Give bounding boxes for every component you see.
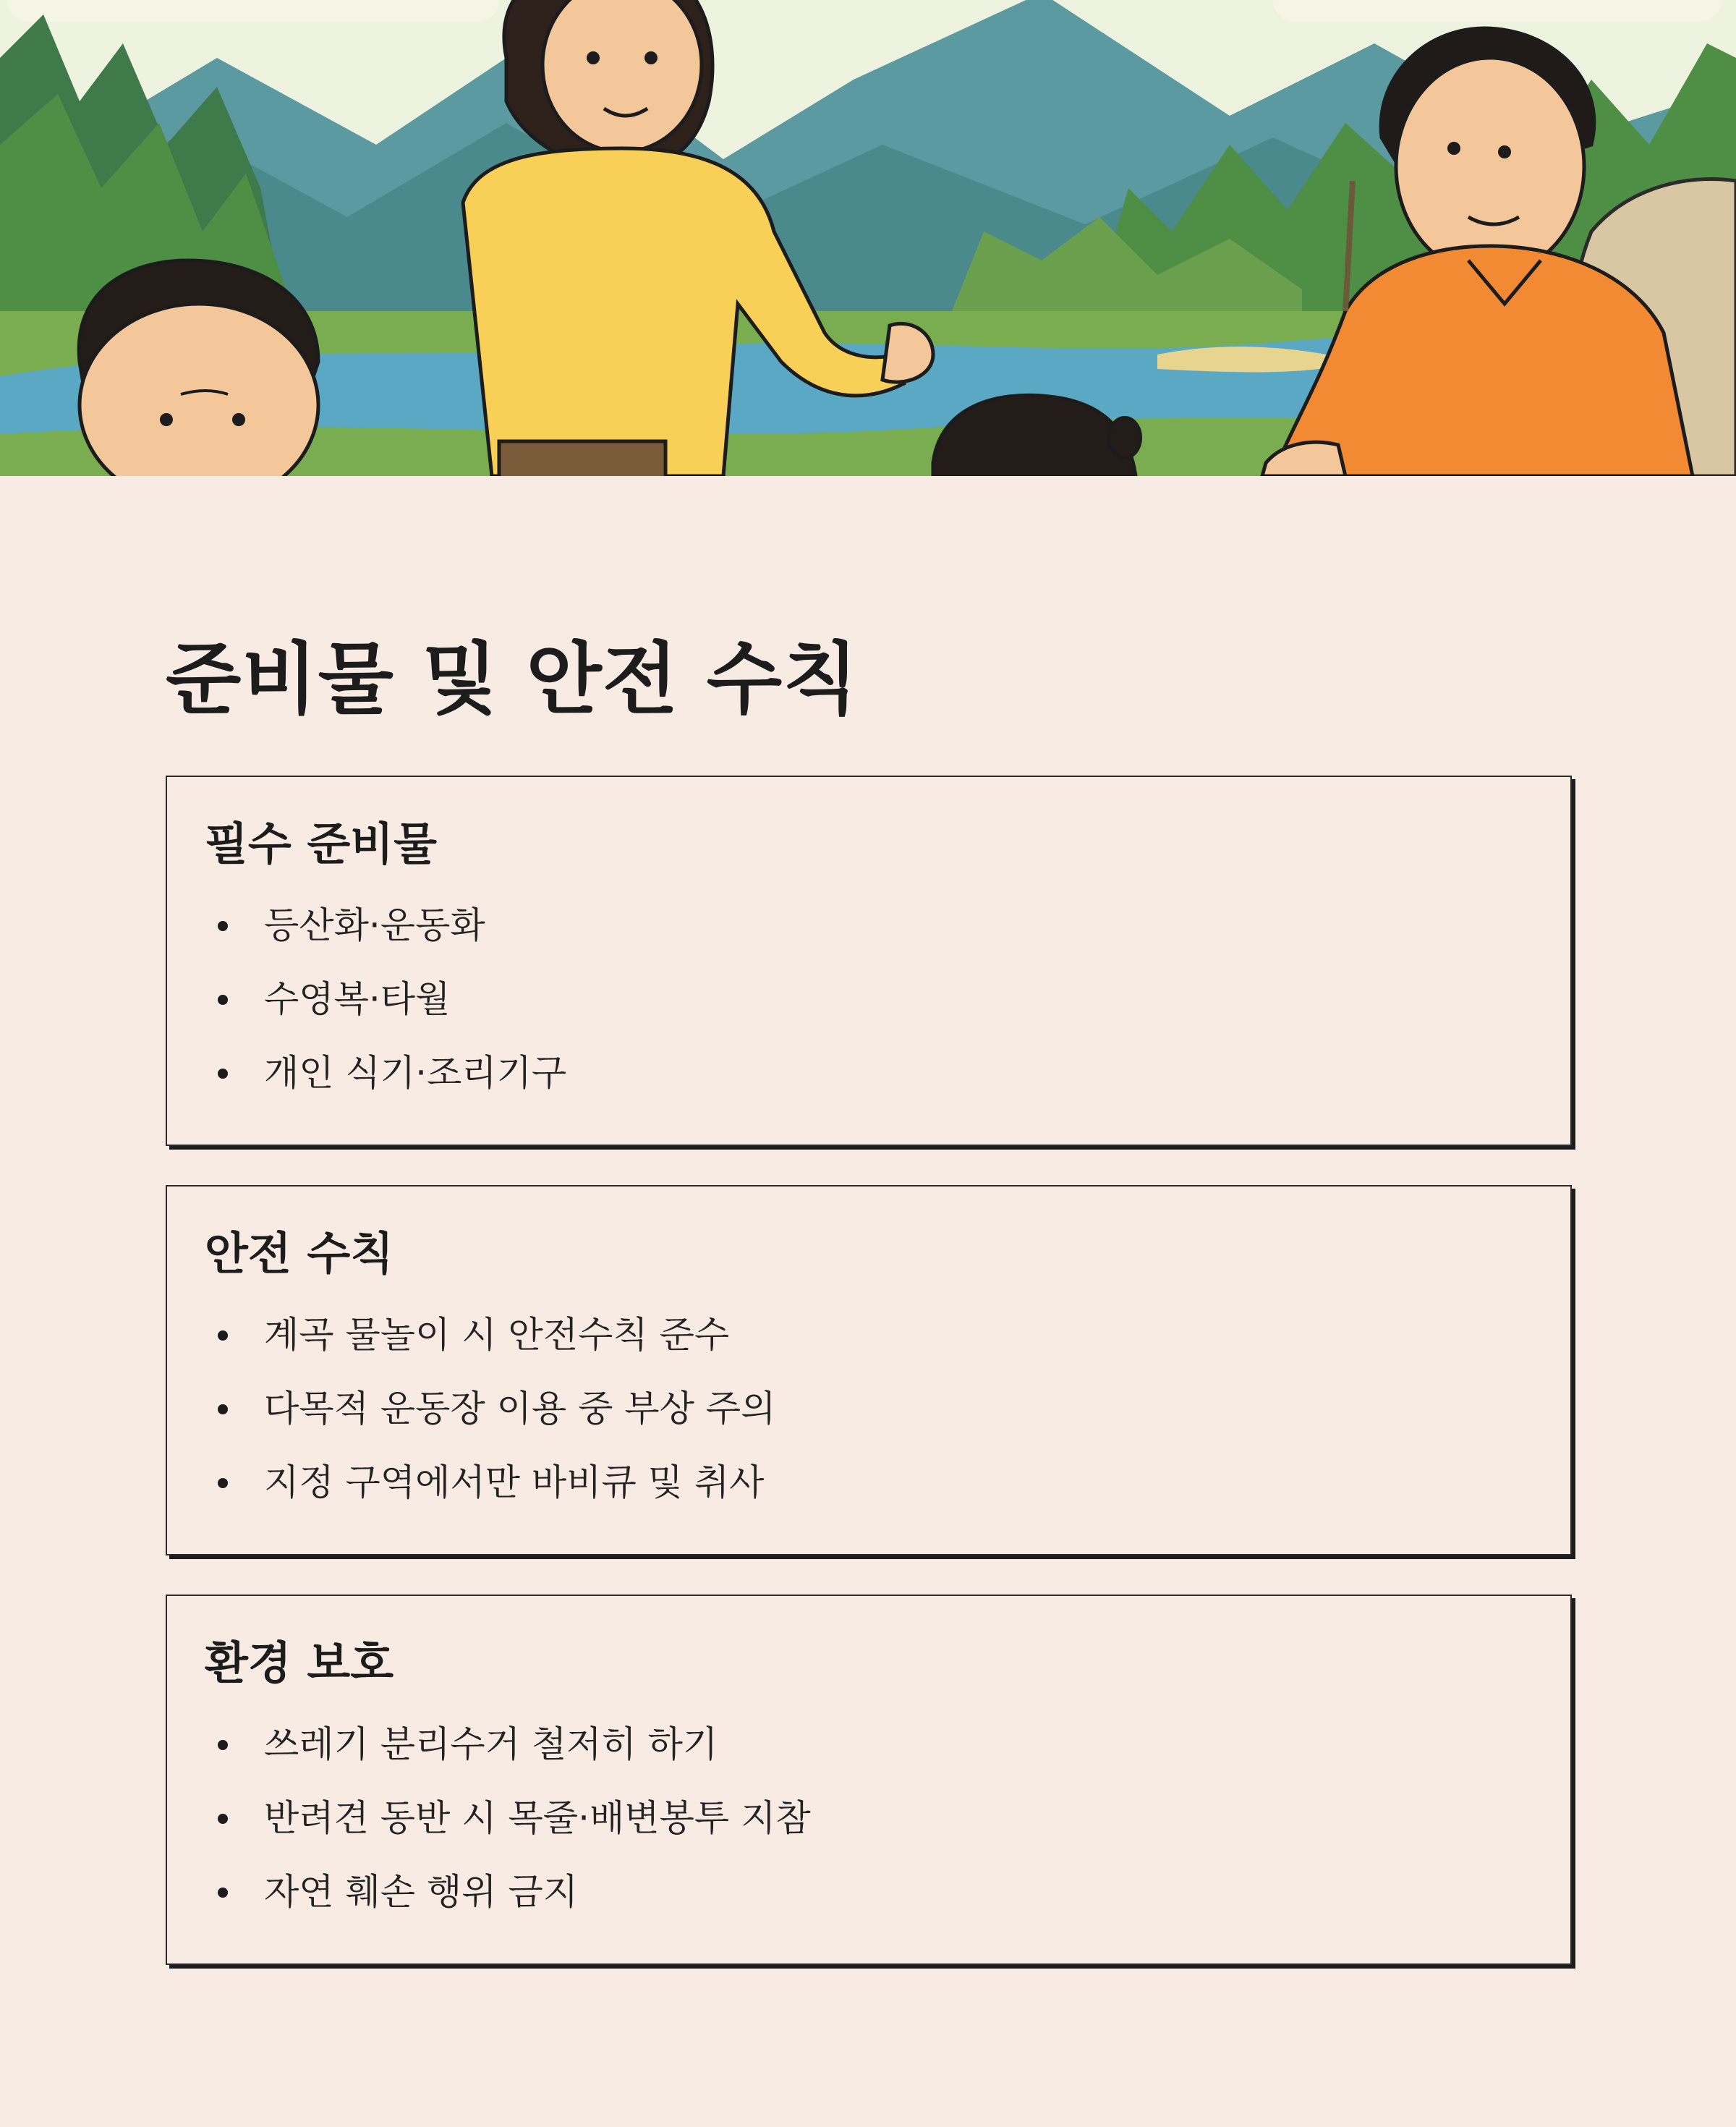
list-item-text: 반려견 동반 시 목줄·배변봉투 지참 (264, 1797, 811, 1839)
section-list (166, 776, 1572, 1965)
list-item (205, 1298, 1533, 1372)
list-item-text: 개인 식기·조리기구 (264, 1052, 567, 1094)
section-card-safety (166, 1185, 1572, 1555)
list-item (205, 888, 1533, 962)
section-card-environment (166, 1595, 1572, 1965)
section-items (205, 888, 1533, 1110)
list-item (205, 1855, 1533, 1929)
list-item-text: 수영복·타월 (264, 978, 451, 1020)
section-items (205, 1298, 1533, 1519)
bullet-icon (218, 1404, 228, 1414)
bullet-icon (218, 1814, 228, 1824)
section-title: 환경 보호 (205, 1636, 394, 1689)
section-items (205, 1707, 1533, 1929)
section-title: 안전 수칙 (205, 1227, 394, 1280)
list-item-text: 등산화·운동화 (264, 904, 485, 946)
list-item-text: 다목적 운동장 이용 중 부상 주의 (264, 1388, 776, 1430)
hero-illustration (0, 0, 1736, 476)
list-item (205, 1036, 1533, 1110)
bullet-icon (218, 995, 228, 1005)
family-camping-illustration (0, 0, 1736, 476)
bullet-icon (218, 1740, 228, 1750)
bullet-icon (218, 1478, 228, 1488)
bullet-icon (218, 1069, 228, 1079)
list-item-text: 지정 구역에서만 바비큐 및 취사 (264, 1461, 765, 1503)
list-item (205, 1445, 1533, 1519)
bullet-icon (218, 1888, 228, 1898)
page-title: 준비물 및 안전 수칙 (166, 634, 859, 725)
bullet-icon (218, 921, 228, 931)
main-content (166, 629, 1572, 2004)
list-item-text: 자연 훼손 행위 금지 (264, 1871, 579, 1913)
list-item (205, 1372, 1533, 1445)
list-item-text: 계곡 물놀이 시 안전수칙 준수 (264, 1314, 730, 1356)
section-title: 필수 준비물 (205, 818, 438, 870)
list-item (205, 1707, 1533, 1781)
list-item (205, 1781, 1533, 1855)
section-card-essentials (166, 776, 1572, 1146)
bullet-icon (218, 1330, 228, 1341)
list-item (205, 962, 1533, 1036)
list-item-text: 쓰레기 분리수거 철저히 하기 (264, 1723, 718, 1765)
